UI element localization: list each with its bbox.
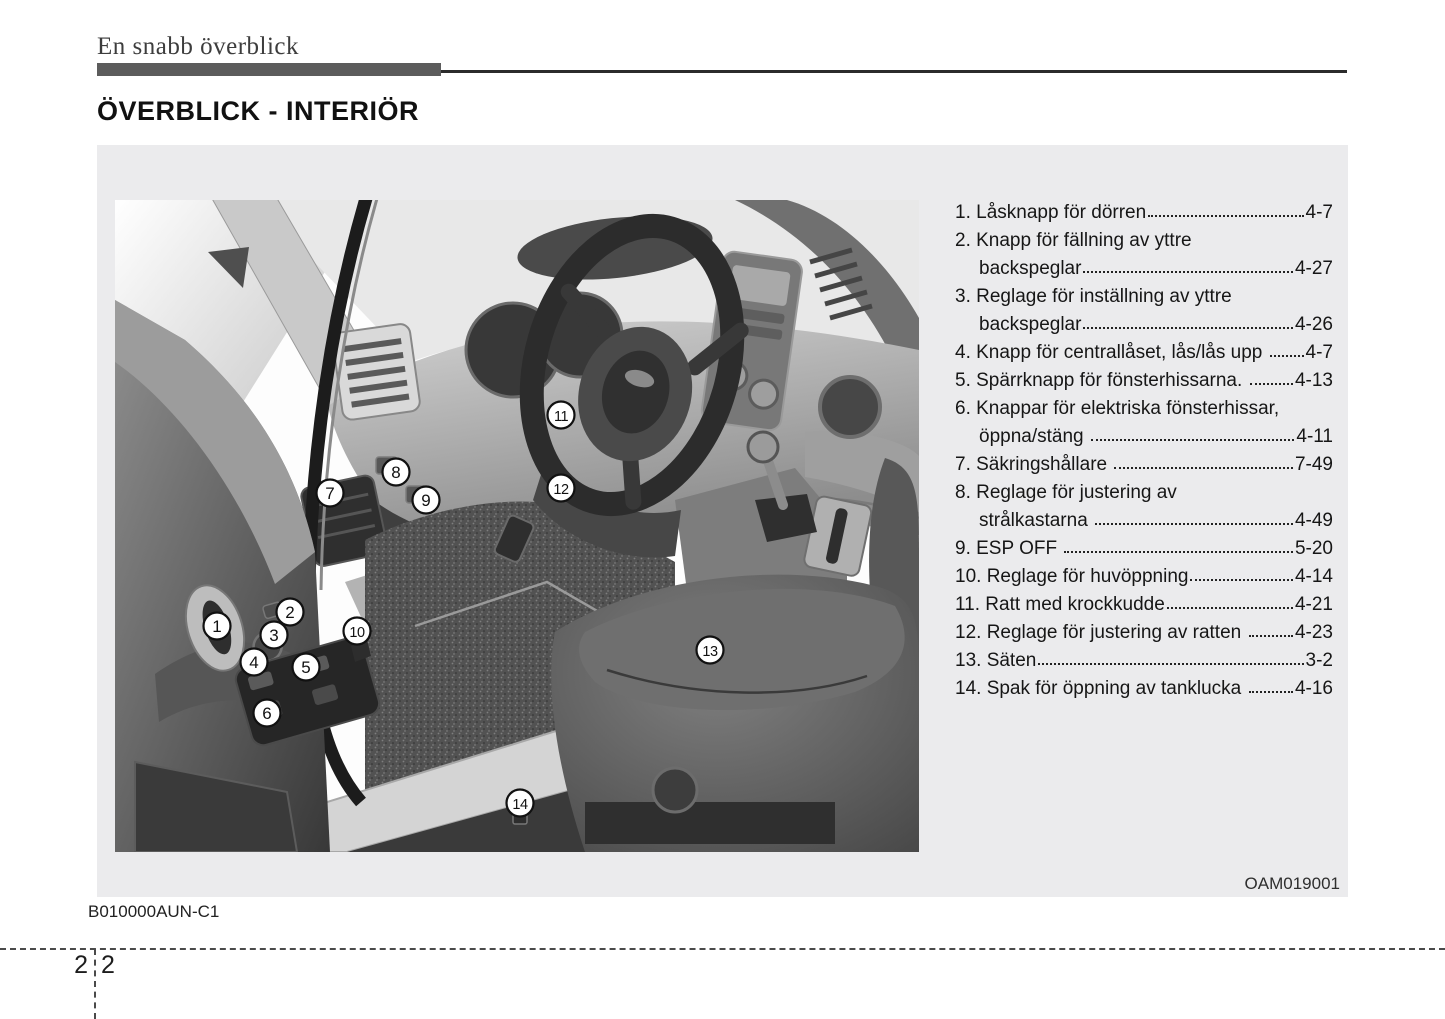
svg-text:11: 11 <box>553 409 569 425</box>
interior-illustration <box>115 200 919 852</box>
crop-line-horizontal <box>0 948 1445 950</box>
part-page-ref: 4-27 <box>1294 258 1333 279</box>
dot-leader <box>1091 439 1295 441</box>
part-label: 6. Knappar för elektriska fönsterhissar, <box>955 398 1280 419</box>
part-page-ref: 4-7 <box>1305 342 1333 363</box>
interior-figure-svg <box>115 200 919 852</box>
part-page-ref: 5-20 <box>1294 538 1333 559</box>
figure-callout-3 <box>261 622 288 649</box>
figure-callout-12 <box>548 475 575 502</box>
svg-text:12: 12 <box>553 482 569 498</box>
part-page-ref: 4-16 <box>1294 678 1333 699</box>
dot-leader <box>1148 215 1303 217</box>
svg-text:14: 14 <box>512 797 528 813</box>
dot-leader <box>1095 523 1293 525</box>
figure-callout-4 <box>241 649 268 676</box>
part-page-ref: 4-26 <box>1294 314 1333 335</box>
figure-callout-10 <box>344 618 371 645</box>
part-page-ref: 4-14 <box>1294 566 1333 587</box>
part-label: 9. ESP OFF <box>955 538 1063 559</box>
svg-text:9: 9 <box>421 491 431 510</box>
svg-text:7: 7 <box>325 484 335 503</box>
part-label: 11. Ratt med krockkudde <box>955 594 1165 615</box>
parts-list-item <box>955 591 1333 619</box>
part-label: 12. Reglage för justering av ratten <box>955 622 1247 643</box>
header-rule-bar <box>97 63 441 76</box>
figure-callout-14 <box>507 790 534 817</box>
page-number: 2 <box>101 951 115 979</box>
part-page-ref: 3-2 <box>1305 650 1333 671</box>
part-label: 3. Reglage för inställning av yttre <box>955 286 1232 307</box>
part-label: 8. Reglage för justering av <box>955 482 1177 503</box>
svg-text:5: 5 <box>301 658 311 677</box>
part-label: 10. Reglage för huvöppning <box>955 566 1189 587</box>
document-code: B010000AUN-C1 <box>88 902 220 921</box>
part-label: strålkastarna <box>979 510 1094 531</box>
parts-list-item <box>955 647 1333 675</box>
svg-text:10: 10 <box>349 625 365 641</box>
part-page-ref: 7-49 <box>1294 454 1333 475</box>
part-label: 5. Spärrknapp för fönsterhissarna. <box>955 370 1248 391</box>
svg-text:13: 13 <box>702 644 718 660</box>
dot-leader <box>1249 635 1293 637</box>
figure-callout-6 <box>254 700 281 727</box>
part-page-ref: 4-49 <box>1294 510 1333 531</box>
part-label: öppna/stäng <box>979 426 1089 447</box>
parts-list-item <box>955 227 1333 283</box>
parts-list-item <box>955 535 1333 563</box>
figure-callout-9 <box>413 487 440 514</box>
figure-callout-11 <box>548 402 575 429</box>
parts-list-item <box>955 479 1333 535</box>
svg-text:3: 3 <box>269 626 279 645</box>
part-label: 7. Säkringshållare <box>955 454 1113 475</box>
parts-list-item <box>955 395 1333 451</box>
part-label: backspeglar <box>979 314 1082 335</box>
parts-list <box>955 199 1333 703</box>
part-page-ref: 4-21 <box>1294 594 1333 615</box>
figure-callout-2 <box>277 599 304 626</box>
dot-leader <box>1083 327 1293 329</box>
figure-callout-13 <box>697 637 724 664</box>
dot-leader <box>1249 691 1293 693</box>
parts-list-item <box>955 619 1333 647</box>
dot-leader <box>1190 579 1293 581</box>
svg-text:2: 2 <box>285 603 295 622</box>
figure-callout-7 <box>317 480 344 507</box>
dot-leader <box>1064 551 1293 553</box>
figure-code: OAM019001 <box>1244 874 1340 893</box>
part-page-ref: 4-23 <box>1294 622 1333 643</box>
part-label: 1. Låsknapp för dörren <box>955 202 1147 223</box>
parts-list-item <box>955 451 1333 479</box>
part-label: 13. Säten <box>955 650 1037 671</box>
part-label: 4. Knapp för centrallåset, lås/lås upp <box>955 342 1268 363</box>
dot-leader <box>1250 383 1293 385</box>
svg-text:1: 1 <box>212 617 222 636</box>
parts-list-item <box>955 283 1333 339</box>
figure-callout-1 <box>204 613 231 640</box>
parts-list-item <box>955 675 1333 703</box>
svg-text:6: 6 <box>262 704 272 723</box>
dot-leader <box>1083 271 1293 273</box>
part-page-ref: 4-11 <box>1296 426 1333 447</box>
svg-text:4: 4 <box>249 653 259 672</box>
part-page-ref: 4-13 <box>1294 370 1333 391</box>
running-header: En snabb överblick <box>97 33 300 60</box>
dot-leader <box>1038 663 1303 665</box>
dot-leader <box>1270 355 1304 357</box>
chapter-number: 2 <box>74 951 88 979</box>
dot-leader <box>1114 467 1293 469</box>
part-page-ref: 4-7 <box>1305 202 1333 223</box>
part-label: backspeglar <box>979 258 1082 279</box>
page-title: ÖVERBLICK - INTERIÖR <box>97 96 420 126</box>
figure-callout-5 <box>293 654 320 681</box>
parts-list-item <box>955 563 1333 591</box>
svg-text:8: 8 <box>391 463 401 482</box>
crop-line-vertical <box>94 949 96 1019</box>
parts-list-item <box>955 339 1333 367</box>
figure-panel <box>97 145 1348 897</box>
part-label: 14. Spak för öppning av tanklucka <box>955 678 1247 699</box>
header-rule-line <box>441 70 1347 73</box>
part-label: 2. Knapp för fällning av yttre <box>955 230 1192 251</box>
parts-list-item <box>955 199 1333 227</box>
parts-list-item <box>955 367 1333 395</box>
dot-leader <box>1167 607 1293 609</box>
figure-callout-8 <box>383 459 410 486</box>
